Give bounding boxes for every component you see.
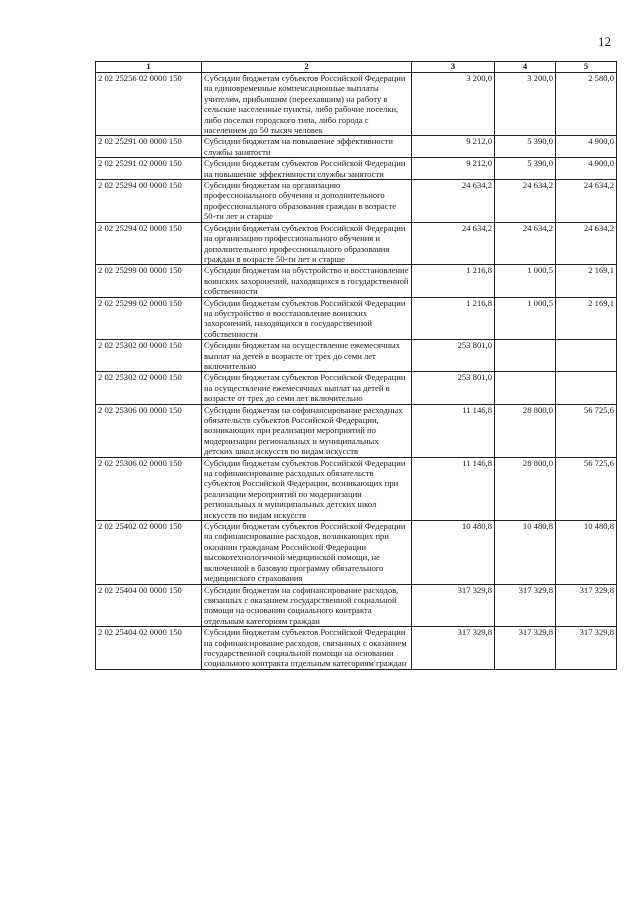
table-row [96,222,617,265]
value-col-5-cell [556,372,617,404]
value-col-5-cell: 24 634,2 [556,222,617,265]
budget-code-cell: 2 02 25299 02 0000 150 [96,297,202,340]
description-cell: Субсидии бюджетам субъектов Российской Федерации на повышение эффективности службы занятости [202,158,412,180]
description-cell: Субсидии бюджетам на организацию профессионального обучения и дополнительного профессионального образования граждан в возрасте 50-ти лет и старше [202,180,412,223]
value-col-4-cell: 317 329,8 [495,584,556,627]
table-row [96,73,617,136]
description-cell: Субсидии бюджетам на софинансирование расходов, связанных с оказанием государственной социальной помощи на основании социального контракта отдельным категориям граждан [202,584,412,627]
description-cell: Субсидии бюджетам субъектов Российской Федерации на софинансирование расходных обязательств субъектов Российской Федерации, возникающих при реализации мероприятий по модернизации региональных и муниципальных детских школ искусств по видам искусств [202,457,412,520]
table-row [96,180,617,223]
budget-code-cell: 2 02 25404 00 0000 150 [96,584,202,627]
value-col-5-cell: 317 329,8 [556,627,617,670]
value-col-4-cell: 28 800,0 [495,404,556,457]
budget-code-cell: 2 02 25306 02 0000 150 [96,457,202,520]
value-col-4-cell: 5 390,0 [495,158,556,180]
description-cell: Субсидии бюджетам субъектов Российской Федерации на софинансирование расходов, связанных с оказанием государственной социальной помощи на основании социального контракта отдельным категориям граждан [202,627,412,670]
value-col-3-cell: 317 329,8 [412,627,495,670]
description-cell: Субсидии бюджетам на повышение эффективности службы занятости [202,136,412,158]
value-col-3-cell: 24 634,2 [412,180,495,223]
header-col-2: 2 [202,62,412,73]
value-col-4-cell: 10 480,8 [495,521,556,584]
value-col-3-cell: 24 634,2 [412,222,495,265]
value-col-4-cell: 24 634,2 [495,180,556,223]
description-cell: Субсидии бюджетам на осуществление ежемесячных выплат на детей в возрасте от трех до семи лет включительно [202,340,412,372]
description-cell: Субсидии бюджетам субъектов Российской Федерации на обустройство и восстановление воинских захоронений, находящихся в государственной собственности [202,297,412,340]
budget-code-cell: 2 02 25299 00 0000 150 [96,265,202,297]
description-cell: Субсидии бюджетам субъектов Российской Федерации на единовременные компенсационные выплаты учителям, прибывшим (переехавшим) на работу в сельские населенные пункты, либо рабочие поселки, либо поселки городского типа, либо города с населением до 50 тысяч человек [202,73,412,136]
value-col-4-cell: 28 800,0 [495,457,556,520]
page-number: 12 [598,34,611,49]
table-row [96,136,617,158]
header-col-3: 3 [412,62,495,73]
value-col-3-cell: 317 329,8 [412,584,495,627]
value-col-5-cell: 4 900,0 [556,136,617,158]
table-row [96,584,617,627]
value-col-3-cell: 253 801,0 [412,340,495,372]
budget-code-cell: 2 02 25294 02 0000 150 [96,222,202,265]
description-cell: Субсидии бюджетам субъектов Российской Федерации на софинансирование расходов, возникающих при оказании гражданам Российской Федерации высокотехнологичной медицинской помощи, не включенной в базовую программу обязательного медицинского страхования [202,521,412,584]
value-col-4-cell [495,372,556,404]
table-row [96,521,617,584]
budget-code-cell: 2 02 25404 02 0000 150 [96,627,202,670]
value-col-3-cell: 253 801,0 [412,372,495,404]
value-col-4-cell [495,340,556,372]
value-col-3-cell: 11 146,8 [412,404,495,457]
value-col-3-cell: 11 146,8 [412,457,495,520]
budget-code-cell: 2 02 25291 02 0000 150 [96,158,202,180]
value-col-5-cell: 10 480,8 [556,521,617,584]
budget-code-cell: 2 02 25291 00 0000 150 [96,136,202,158]
budget-code-cell: 2 02 25302 02 0000 150 [96,372,202,404]
table-row [96,340,617,372]
value-col-5-cell: 2 169,1 [556,265,617,297]
value-col-3-cell: 3 200,0 [412,73,495,136]
budget-code-cell: 2 02 25302 00 0000 150 [96,340,202,372]
description-cell: Субсидии бюджетам субъектов Российской Федерации на осуществление ежемесячных выплат на детей в возрасте от трех до семи лет включительно [202,372,412,404]
value-col-4-cell: 3 200,0 [495,73,556,136]
description-cell: Субсидии бюджетам на обустройство и восстановление воинских захоронений, находящихся в государственной собственности [202,265,412,297]
header-col-4: 4 [495,62,556,73]
value-col-5-cell: 2 169,1 [556,297,617,340]
table-row [96,297,617,340]
budget-table [95,61,617,670]
value-col-3-cell: 9 212,0 [412,136,495,158]
value-col-4-cell: 317 329,8 [495,627,556,670]
value-col-5-cell [556,340,617,372]
value-col-3-cell: 1 216,8 [412,297,495,340]
value-col-5-cell: 56 725,6 [556,404,617,457]
description-cell: Субсидии бюджетам на софинансирование расходных обязательств субъектов Российской Федерации, возникающих при реализации мероприятий по модернизации региональных и муниципальных детских школ искусств по видам искусств [202,404,412,457]
value-col-4-cell: 1 000,5 [495,265,556,297]
value-col-5-cell: 56 725,6 [556,457,617,520]
header-col-1: 1 [96,62,202,73]
header-row [96,62,617,73]
table-row [96,457,617,520]
table-row [96,627,617,670]
value-col-3-cell: 10 480,8 [412,521,495,584]
value-col-4-cell: 24 634,2 [495,222,556,265]
value-col-5-cell: 4 900,0 [556,158,617,180]
budget-code-cell: 2 02 25294 00 0000 150 [96,180,202,223]
table-row [96,265,617,297]
value-col-3-cell: 1 216,8 [412,265,495,297]
value-col-4-cell: 5 390,0 [495,136,556,158]
value-col-5-cell: 2 580,0 [556,73,617,136]
value-col-4-cell: 1 000,5 [495,297,556,340]
budget-code-cell: 2 02 25306 00 0000 150 [96,404,202,457]
description-cell: Субсидии бюджетам субъектов Российской Федерации на организацию профессионального обучения и дополнительного профессионального образования граждан в возрасте 50-ти лет и старше [202,222,412,265]
value-col-5-cell: 317 329,8 [556,584,617,627]
table-row [96,158,617,180]
value-col-3-cell: 9 212,0 [412,158,495,180]
value-col-5-cell: 24 634,2 [556,180,617,223]
header-col-5: 5 [556,62,617,73]
table-row [96,372,617,404]
table-row [96,404,617,457]
budget-code-cell: 2 02 25256 02 0000 150 [96,73,202,136]
budget-code-cell: 2 02 25402 02 0000 150 [96,521,202,584]
